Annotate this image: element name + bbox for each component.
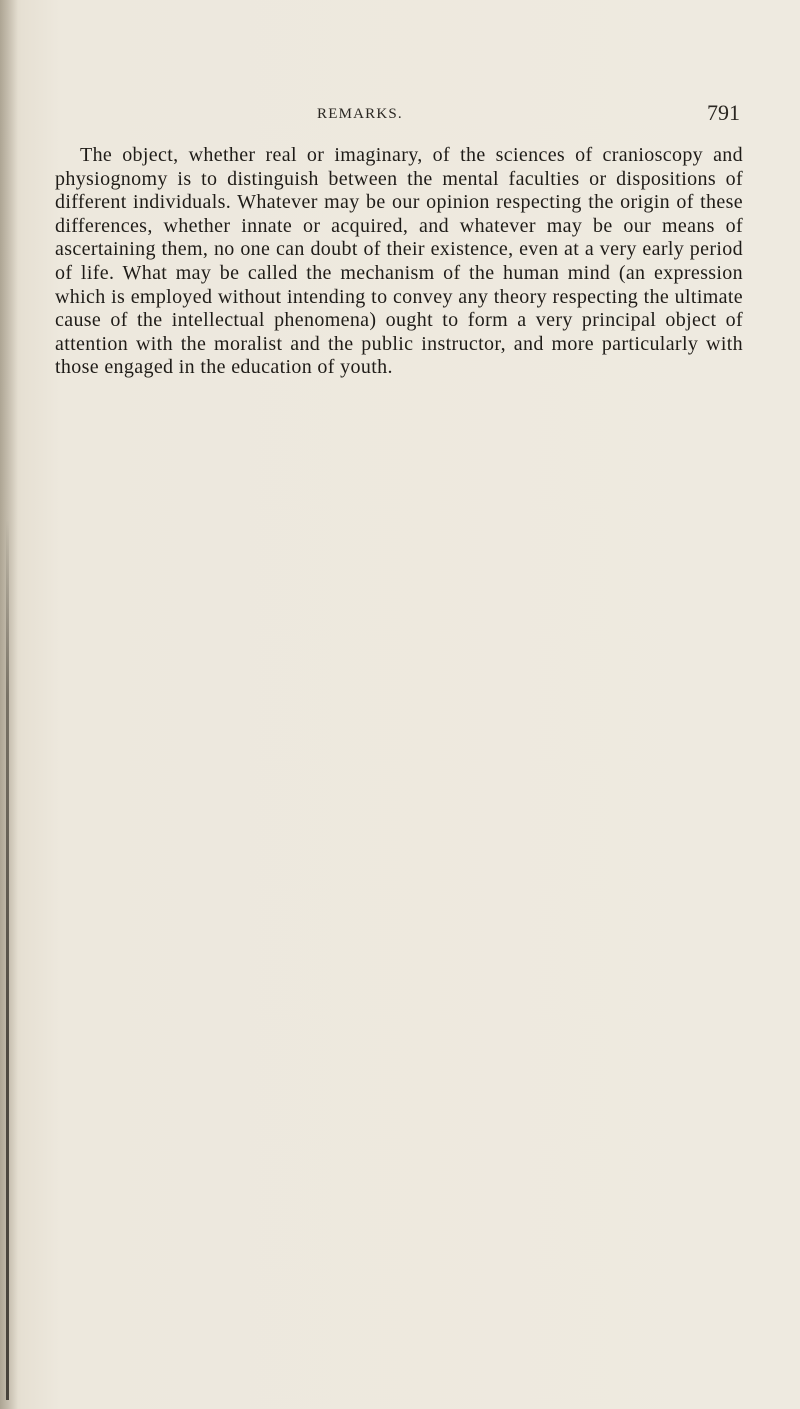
page-header: [55, 100, 740, 130]
body-paragraph: The object, whether real or imaginary, of the sciences of cranioscopy and physiognomy is to distinguish between the mental faculties or dispositions of different individuals. Whatever may be our opinion respecting the origin of these differences, whether innate or acquired, and whatever may be our means of ascertaining them, no one can doubt of their existence, even at a very early period of life. What may be called the mechanism of the human mind (an expression which is employed without intending to convey any theory respecting the ultimate cause of the intellectual phenomena) ought to form a very principal object of attention with the moralist and the public instructor, and more particularly with those engaged in the education of youth.: [55, 144, 743, 379]
gutter-binding-line: [6, 520, 9, 1400]
page-number: 791: [707, 100, 740, 125]
running-title: REMARKS.: [317, 106, 403, 122]
gutter-shadow: [0, 0, 18, 1409]
